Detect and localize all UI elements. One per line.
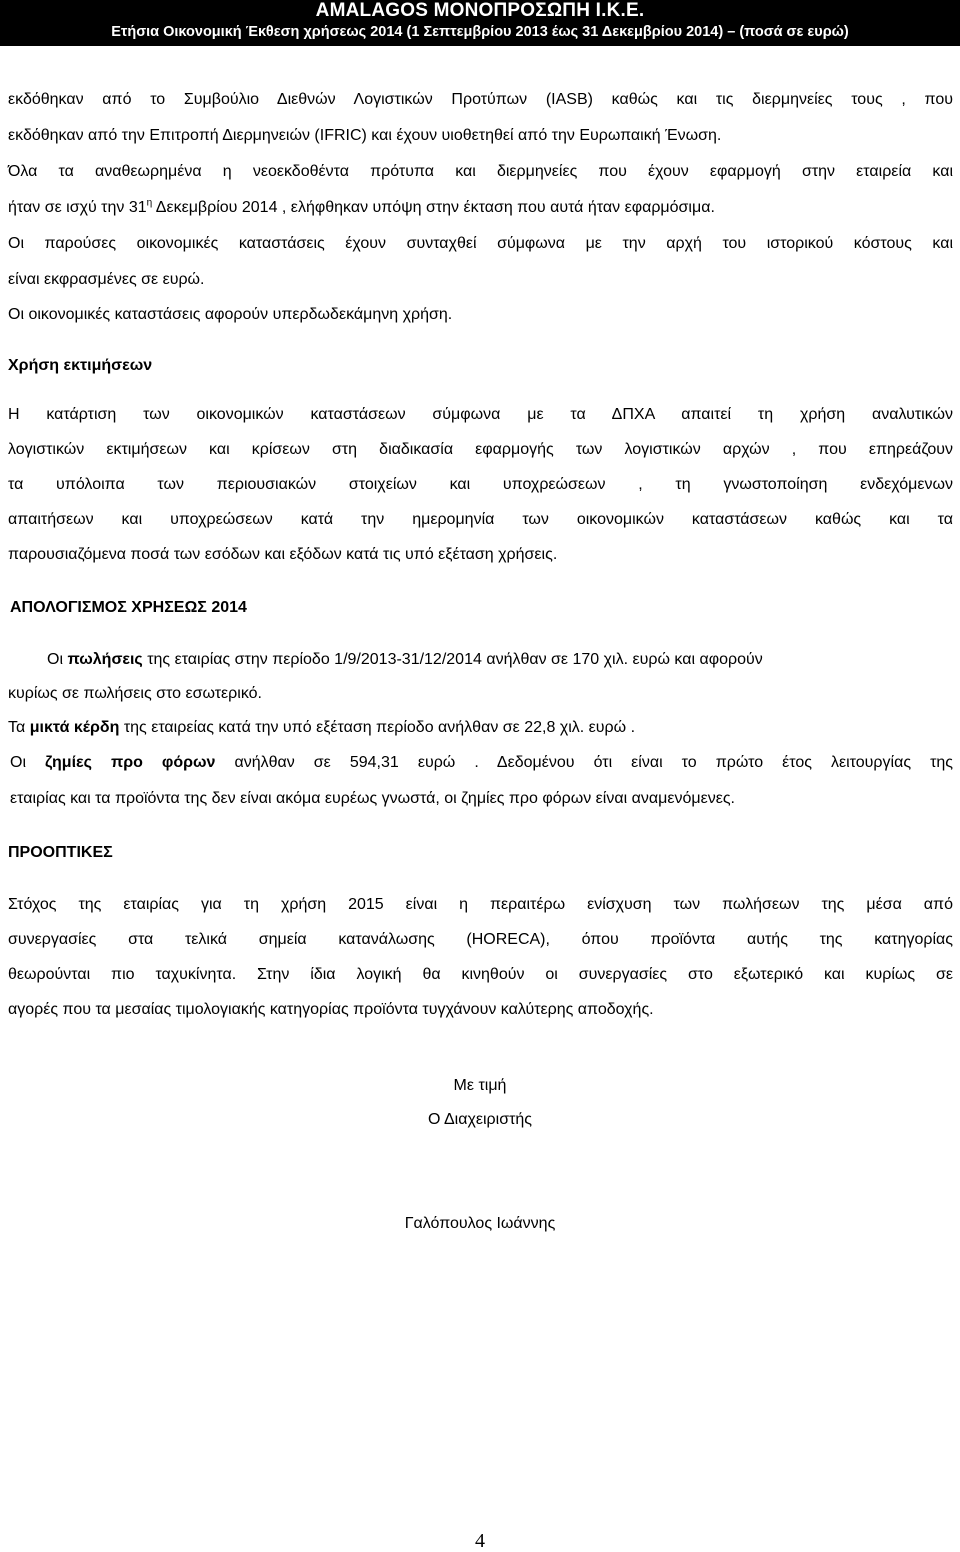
sales-line-1: Οι πωλήσεις της εταιρίας στην περίοδο 1/9/2013-31/12/2014 ανήλθαν σε 170 χιλ. ευρώ και αφορούν	[47, 651, 763, 668]
closing-regards: Με τιμή	[453, 1077, 507, 1094]
intro-line-6: είναι εκφρασμένες σε ευρώ.	[8, 271, 205, 288]
intro-line-3: Όλα τα αναθεωρημένα η νεοεκδοθέντα πρότυπα και διερμηνείες που έχουν εφαρμογή στην εταιρεία και	[8, 163, 953, 180]
report-header	[0, 0, 960, 46]
intro-line-2: εκδόθηκαν από την Επιτροπή Διερμηνειών (IFRIC) και έχουν υιοθετηθεί από την Ευρωπαική Ένωση.	[8, 127, 722, 144]
sales-line-2: κυρίως σε πωλήσεις στο εσωτερικό.	[8, 685, 262, 702]
superscript: η	[146, 197, 153, 209]
closing-role: Ο Διαχειριστής	[427, 1111, 533, 1128]
outlook-line-2: συνεργασίες στα τελικά σημεία κατανάλωσης (HORECA), όπου προϊόντα αυτής της κατηγορίας	[8, 931, 953, 948]
outlook-line-3: θεωρούνται πιο ταχυκίνητα. Στην ίδια λογική θα κινηθούν οι συνεργασίες στο εξωτερικό και κυρίως σε	[8, 966, 953, 983]
outlook-line-1: Στόχος της εταιρίας για τη χρήση 2015 είναι η περαιτέρω ενίσχυση των πωλήσεων της μέσα από	[8, 896, 953, 913]
intro-line-7: Οι οικονομικές καταστάσεις αφορούν υπερδωδεκάμηνη χρήση.	[8, 306, 453, 323]
report-subtitle: Ετήσια Οικονομική Έκθεση χρήσεως 2014 (1 Σεπτεμβρίου 2013 έως 31 Δεκεμβρίου 2014) – (ποσά σε ευρώ)	[111, 24, 849, 40]
signatory-name: Γαλόπουλος Ιωάννης	[404, 1215, 556, 1232]
losses-line-1: Οι ζημίες προ φόρων ανήλθαν σε 594,31 ευρώ . Δεδομένου ότι είναι το πρώτο έτος λειτουργίας της	[10, 754, 953, 771]
company-title: AMALAGOS ΜΟΝΟΠΡΟΣΩΠΗ Ι.Κ.Ε.	[315, 0, 645, 21]
outlook-heading: ΠΡΟΟΠΤΙΚΕΣ	[8, 844, 113, 861]
estimates-line-2: λογιστικών εκτιμήσεων και κρίσεων στη διαδικασία εφαρμογής των λογιστικών αρχών , που επηρεάζουν	[8, 441, 953, 458]
intro-line-4: ήταν σε ισχύ την $31^\eta$ Δεκεμβρίου 2014 , ελήφθηκαν υπόψη στην έκταση που αυτά ήταν εφαρμόσιμα.	[8, 197, 715, 216]
results-heading: ΑΠΟΛΟΓΙΣΜΟΣ ΧΡΗΣΕΩΣ 2014	[10, 599, 247, 616]
estimates-line-4: απαιτήσεων και υποχρεώσεων κατά την ημερομηνία των οικονομικών καταστάσεων καθώς και τα	[8, 511, 953, 528]
estimates-line-5: παρουσιαζόμενα ποσά των εσόδων και εξόδων κατά τις υπό εξέταση χρήσεις.	[8, 546, 558, 563]
estimates-line-1: Η κατάρτιση των οικονομικών καταστάσεων σύμφωνα με τα ΔΠΧΑ απαιτεί τη χρήση αναλυτικών	[8, 406, 953, 423]
sales-term: πωλήσεις	[67, 651, 143, 668]
gross-profit-line: Τα μικτά κέρδη της εταιρείας κατά την υπό εξέταση περίοδο ανήλθαν σε 22,8 χιλ. ευρώ .	[8, 719, 636, 736]
losses-line-2: εταιρίας και τα προϊόντα της δεν είναι ακόμα ευρέως γνωστά, οι ζημίες προ φόρων είναι αναμενόμενες.	[10, 790, 735, 807]
gross-profit-term: μικτά κέρδη	[29, 719, 120, 736]
estimates-heading: Χρήση εκτιμήσεων	[8, 357, 153, 374]
outlook-line-4: αγορές που τα μεσαίας τιμολογιακής κατηγορίας προϊόντα τυγχάνουν καλύτερης αποδοχής.	[8, 1001, 654, 1018]
page-number: 4	[475, 1530, 485, 1552]
intro-line-5: Οι παρούσες οικονομικές καταστάσεις έχουν συνταχθεί σύμφωνα με την αρχή του ιστορικού κόστους και	[8, 235, 953, 252]
intro-line-1: εκδόθηκαν από το Συμβούλιο Διεθνών Λογιστικών Προτύπων (IASB) καθώς και τις διερμηνείες τους , που	[8, 91, 953, 108]
estimates-line-3: τα υπόλοιπα των περιουσιακών στοιχείων και υποχρεώσεων , τη γνωστοποίηση ενδεχόμενων	[8, 476, 953, 493]
losses-term: ζημίες προ φόρων	[45, 754, 216, 771]
